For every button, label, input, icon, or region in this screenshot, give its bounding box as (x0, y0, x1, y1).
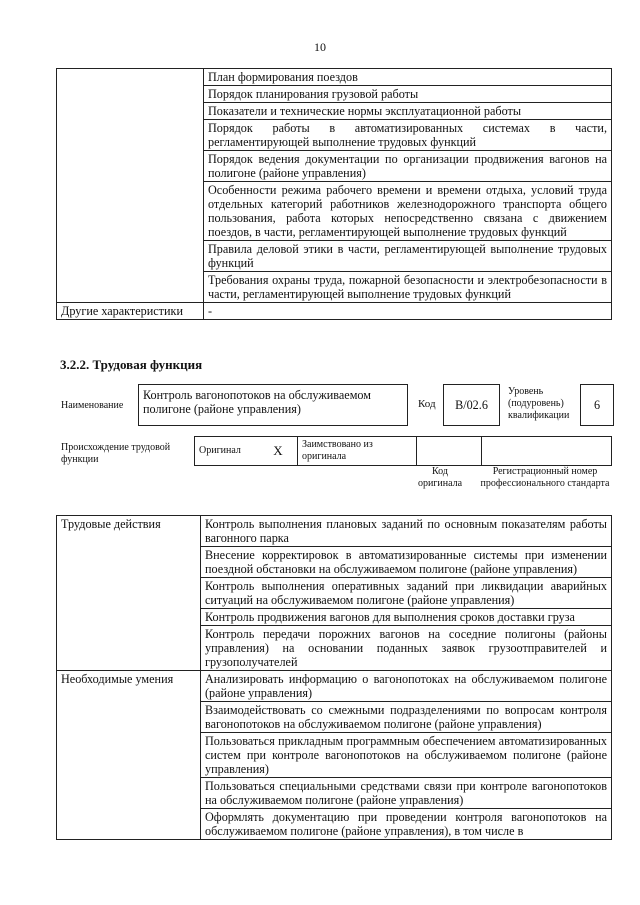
labor-action-item: Контроль выполнения плановых заданий по основным показателям работы вагонного парка (201, 516, 612, 547)
labor-action-item: Контроль передачи порожних вагонов на соседние полигоны (районы управления) на основании поданных заявок грузоотправителей и грузополучателей (201, 626, 612, 671)
code-box (443, 384, 500, 426)
table-row (57, 303, 612, 320)
page-number: 10 (314, 40, 326, 54)
knowledge-item: Порядок планирования грузовой работы (204, 86, 612, 103)
skill-item: Взаимодействовать со смежными подразделениями по вопросам контроля вагонопотоков на обслуживаемом полигоне (районе управления) (201, 702, 612, 733)
code-caption: Код оригинала (417, 466, 463, 489)
level-box (580, 384, 614, 426)
original-mark: X (259, 437, 298, 466)
level-value: 6 (593, 398, 601, 412)
section-title: 3.2.2. Трудовая функция (60, 357, 203, 372)
table-row (57, 516, 612, 547)
labor-action-item: Внесение корректировок в автоматизированные системы при изменении поездной обстановки на обслуживаемом полигоне (районе управления) (201, 547, 612, 578)
code-label: Код (418, 398, 436, 410)
name-value: Контроль вагонопотоков на обслуживаемом полигоне (районе управления) (143, 388, 371, 416)
knowledge-item: Особенности режима рабочего времени и времени отдыха, условий труда отдельных категорий работников железнодорожного транспорта общего пользования, работа которых непосредственно связана с движением поездов, в части, регламентирующей выполнение трудовых функций (204, 182, 612, 241)
other-characteristics-value: - (204, 303, 612, 320)
labor-actions-label: Трудовые действия (57, 516, 201, 671)
knowledge-item: Правила деловой этики в части, регламентирующей выполнение трудовых функций (204, 241, 612, 272)
knowledge-table (56, 68, 612, 320)
table-row (57, 671, 612, 702)
knowledge-item: Порядок работы в автоматизированных системах в части, регламентирующей выполнение трудовых функций (204, 120, 612, 151)
function-details-table (56, 515, 612, 840)
knowledge-item: Порядок ведения документации по организации продвижения вагонов на полигоне (районе управления) (204, 151, 612, 182)
knowledge-label-cell (57, 69, 204, 303)
code-value: B/02.6 (455, 398, 488, 412)
skill-item: Анализировать информацию о вагонопотоках на обслуживаемом полигоне (районе управления) (201, 671, 612, 702)
level-label: Уровень (подуровень) квалификации (508, 386, 570, 421)
reg-caption: Регистрационный номер профессионального стандарта (480, 466, 610, 489)
borrowed-label: Заимствовано из оригинала (298, 437, 417, 466)
table-row (195, 437, 612, 466)
other-characteristics-label: Другие характеристики (57, 303, 204, 320)
knowledge-item: Показатели и технические нормы эксплуатационной работы (204, 103, 612, 120)
name-label: Наименование (61, 400, 124, 411)
name-box (138, 384, 408, 426)
origin-table (194, 436, 612, 466)
skill-item: Пользоваться прикладным программным обеспечением автоматизированных систем при контроле вагонопотоков на обслуживаемом полигоне (районе управления) (201, 733, 612, 778)
knowledge-item: Требования охраны труда, пожарной безопасности и электробезопасности в части, регламентирующей выполнение трудовых функций (204, 272, 612, 303)
original-code-cell (417, 437, 482, 466)
skill-item: Оформлять документацию при проведении контроля вагонопотоков на обслуживаемом полигоне (районе управления), в том числе в (201, 809, 612, 840)
labor-action-item: Контроль выполнения оперативных заданий при ликвидации аварийных ситуаций на обслуживаемом полигоне (районе управления) (201, 578, 612, 609)
original-label: Оригинал (195, 437, 260, 466)
knowledge-item: План формирования поездов (204, 69, 612, 86)
labor-action-item: Контроль продвижения вагонов для выполнения сроков доставки груза (201, 609, 612, 626)
reg-number-cell (482, 437, 612, 466)
skills-label: Необходимые умения (57, 671, 201, 840)
table-row (57, 69, 612, 86)
origin-label: Происхождение трудовой функции (61, 442, 171, 465)
skill-item: Пользоваться специальными средствами связи при контроле вагонопотоков на обслуживаемом полигоне (районе управления) (201, 778, 612, 809)
